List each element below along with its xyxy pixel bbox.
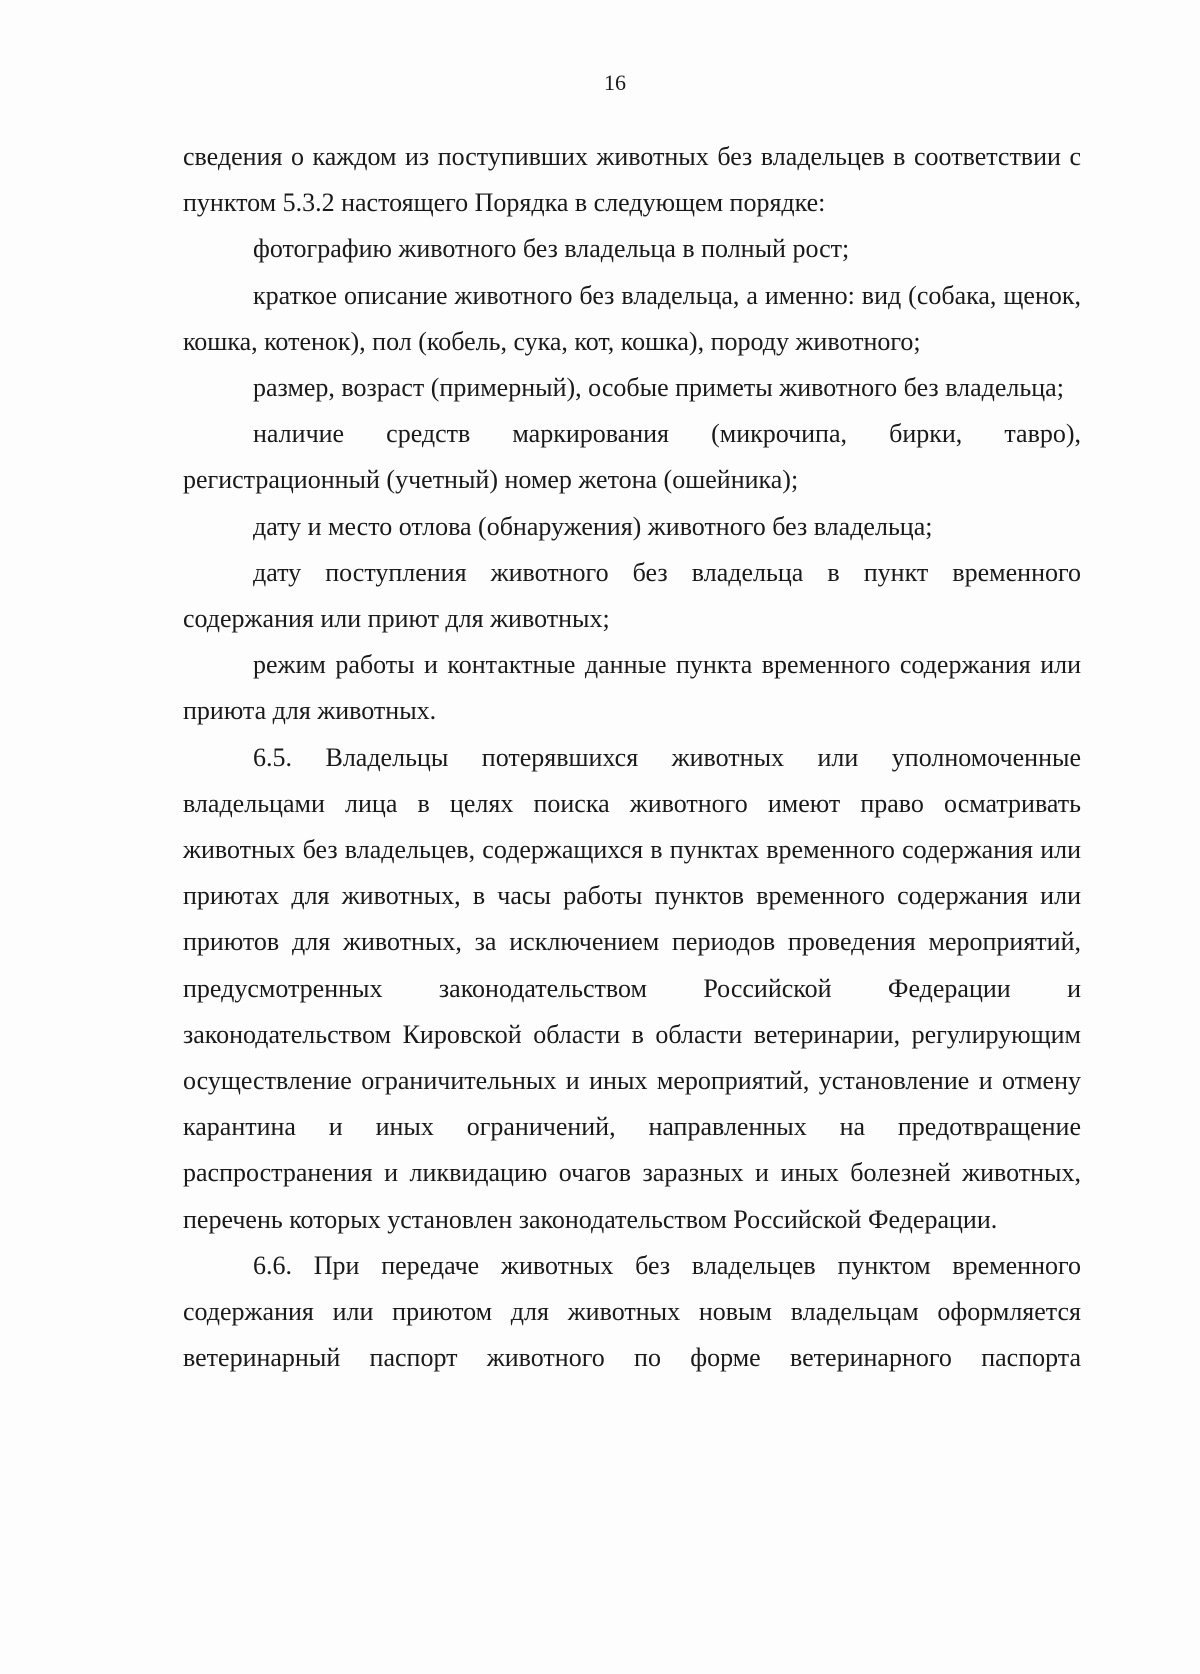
paragraph: наличие средств маркирования (микрочипа, бирки, тавро), регистрационный (учетный) номер жетона (ошейника); bbox=[183, 419, 1081, 495]
paragraph: сведения о каждом из поступивших животных без владельцев в соответствии с пунктом 5.3.2 настоящего Порядка в следующем порядке: bbox=[183, 142, 1081, 218]
page-number: 16 bbox=[604, 70, 626, 95]
paragraph: фотографию животного без владельца в полный рост; bbox=[253, 234, 850, 264]
paragraph: размер, возраст (примерный), особые приметы животного без владельца; bbox=[253, 373, 1064, 403]
paragraph: 6.5. Владельцы потерявшихся животных или уполномоченные владельцами лица в целях поиска животного имеют право осматривать животных без владельцев, содержащихся в пунктах временного содержания или приютах для животных, в часы работы пунктов временного содержания или приютов для животных, за исключением периодов проведения мероприятий, предусмотренных законодательством Российской Федерации и законодательством Кировской области в области ветеринарии, регулирующим осуществление ограничительных и иных мероприятий, установление и отмену карантина и иных ограничений, направленных на предотвращение распространения и ликвидацию очагов заразных и иных болезней животных, перечень которых установлен законодательством Российской Федерации. bbox=[183, 742, 1081, 1234]
document-body bbox=[183, 134, 1081, 1381]
paragraph: режим работы и контактные данные пункта временного содержания или приюта для животных. bbox=[183, 650, 1081, 726]
paragraph: 6.6. При передаче животных без владельцев пунктом временного содержания или приютом для животных новым владельцам оформляется ветеринарный паспорт животного по форме ветеринарного паспорта bbox=[183, 1250, 1081, 1373]
paragraph: краткое описание животного без владельца, а именно: вид (собака, щенок, кошка, котенок), пол (кобель, сука, кот, кошка), породу животного; bbox=[183, 280, 1081, 356]
paragraph: дату поступления животного без владельца в пункт временного содержания или приют для животных; bbox=[183, 557, 1081, 634]
paragraph: дату и место отлова (обнаружения) животного без владельца; bbox=[253, 511, 933, 541]
